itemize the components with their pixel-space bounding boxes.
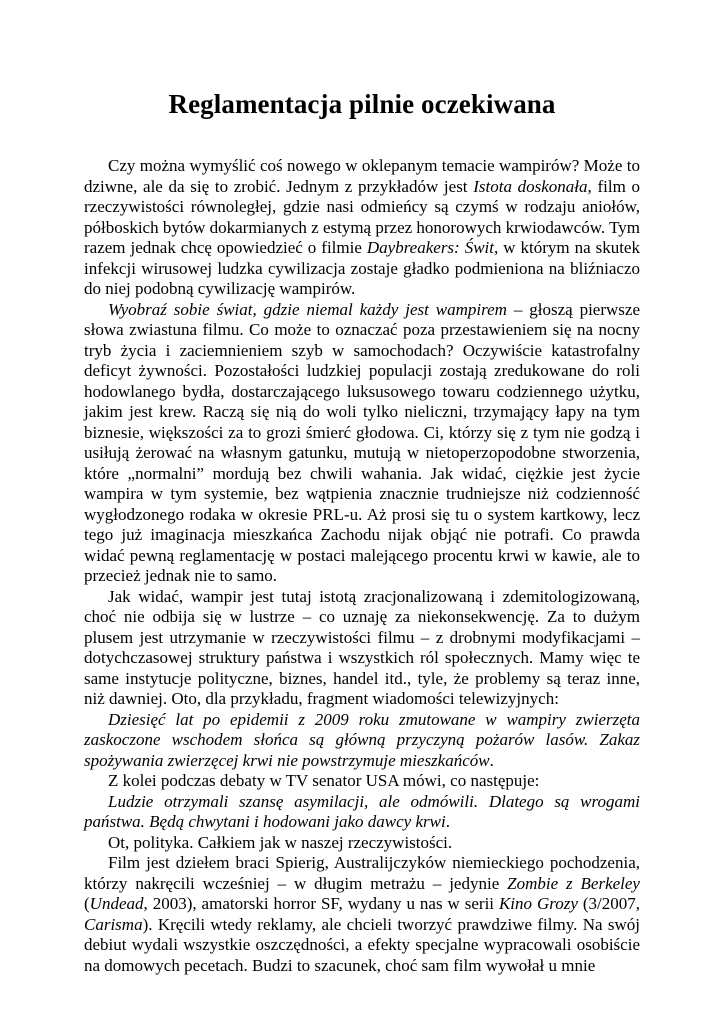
text-run: Film jest dziełem braci Spierig, Australijczyków niemieckiego pochodzenia, którzy nakręcili wcześniej – w długim metrażu – jedynie bbox=[84, 853, 640, 893]
text-run: ( bbox=[84, 894, 90, 913]
italic-text: Kino Grozy bbox=[498, 894, 578, 913]
paragraph bbox=[84, 587, 640, 710]
italic-text: Dziesięć lat po epidemii z 2009 roku zmutowane w wampiry zwierzęta zaskoczone wschodem słońca są główną przyczyną pożarów lasów. Zakaz spożywania zwierzęcej krwi nie powstrzymuje mieszkańców bbox=[84, 709, 640, 770]
text-run: Jak widać, wampir jest tutaj istotą zracjonalizowaną i zdemitologizowaną, choć nie odbija się w lustrze – co uznaję za niekonsekwencję. Za to dużym plusem jest utrzymanie w rzeczywistości filmu – z drobnymi modyfikacjami – dotychczasowej struktury państwa i wszystkich ról społecznych. Mamy więc te same instytucje polityczne, biznes, handel itd., tyle, że problemy są teraz inne, niż dawniej. Oto, dla przykładu, fragment wiadomości telewizyjnych: bbox=[84, 586, 640, 708]
text-run: . bbox=[489, 750, 494, 770]
paragraph bbox=[84, 833, 640, 854]
paragraph bbox=[84, 771, 640, 792]
paragraph bbox=[84, 300, 640, 587]
paragraph bbox=[84, 792, 640, 833]
page-title: Reglamentacja pilnie oczekiwana bbox=[168, 89, 556, 119]
italic-text: Wyobraź sobie świat, gdzie niemal każdy jest wampirem bbox=[108, 299, 507, 319]
paragraph bbox=[84, 156, 640, 300]
text-run: Z kolei podczas debaty w TV senator USA mówi, co następuje: bbox=[108, 771, 540, 790]
text-run: . bbox=[445, 812, 450, 831]
text-run: Czy można wymyślić coś nowego w oklepanym temacie wampirów? Może to dziwne, ale da się to zrobić. Jednym z przykładów jest bbox=[84, 156, 640, 196]
italic-text: Undead bbox=[89, 894, 144, 913]
italic-text: Istota doskonała bbox=[473, 176, 588, 196]
text-run: (3/2007, bbox=[577, 894, 640, 913]
text-run: , film o rzeczywistości równoległej, gdzie nasi odmieńcy są czymś w rodzaju aniołów, półboskich bytów dokarmianych z estymą przez honorowych krwiodawców. Tym razem jednak chcę opowiedzieć o filmie bbox=[84, 176, 641, 257]
paragraph bbox=[84, 853, 640, 976]
text-run: Ot, polityka. Całkiem jak w naszej rzeczywistości. bbox=[108, 832, 453, 852]
document-page bbox=[84, 86, 640, 976]
text-run: ). Kręcili wtedy reklamy, ale chcieli tworzyć prawdziwe filmy. Na swój debiut wydali wszystkie oszczędności, a efekty specjalne wypracowali osobiście na domowych pecetach. Budzi to szacunek, choć sam film wywołał u mnie bbox=[84, 914, 640, 975]
italic-text: Carisma bbox=[84, 914, 143, 934]
text-run: – głoszą pierwsze słowa zwiastuna filmu. Co może to oznaczać poza przestawieniem się na nocny tryb życia i zaciemnieniem szyb w samochodach? Oczywiście katastrofalny deficyt żywności. Pozostałości ludzkiej populacji zostają zredukowane do roli hodowlanego bydła, dostarczającego luksusowego towaru codziennego użytku, jakim jest krew. Raczą się nią do woli tylko nieliczni, trzymający łapy na tym biznesie, większości za to grozi śmierć głodowa. Ci, którzy się z tym nie godzą i usiłują żerować na własnym gatunku, mutują w nietoperzopodobne stworzenia, które „normalni” mordują bez chwili wahania. Jak widać, ciężkie jest życie wampira w tym systemie, bez wątpienia znacznie trudniejsze niż codzienność wygłodzonego rodaka w okresie PRL-u. Aż prosi się tu o system kartkowy, lecz tego już imaginacja mieszkańca Zachodu nijak objąć nie potrafi. Co prawda widać pewną reglamentację w postaci malejącego procentu krwi w kawie, ale to przecież jednak nie to samo. bbox=[84, 299, 641, 585]
article-body bbox=[84, 156, 640, 976]
italic-text: Daybreakers: Świt bbox=[366, 238, 494, 257]
italic-text: Zombie z Berkeley bbox=[507, 873, 640, 893]
italic-text: Ludzie otrzymali szansę asymilacji, ale odmówili. Dlatego są wrogami państwa. Będą chwytani i hodowani jako dawcy krwi bbox=[84, 791, 640, 831]
text-run: , w którym na skutek infekcji wirusowej ludzka cywilizacja zostaje gładko podmieniona na bliźniaczo do niej podobną cywilizację wampirów. bbox=[84, 238, 640, 298]
text-run: , 2003), amatorski horror SF, wydany u nas w serii bbox=[143, 894, 499, 913]
paragraph bbox=[84, 710, 640, 772]
